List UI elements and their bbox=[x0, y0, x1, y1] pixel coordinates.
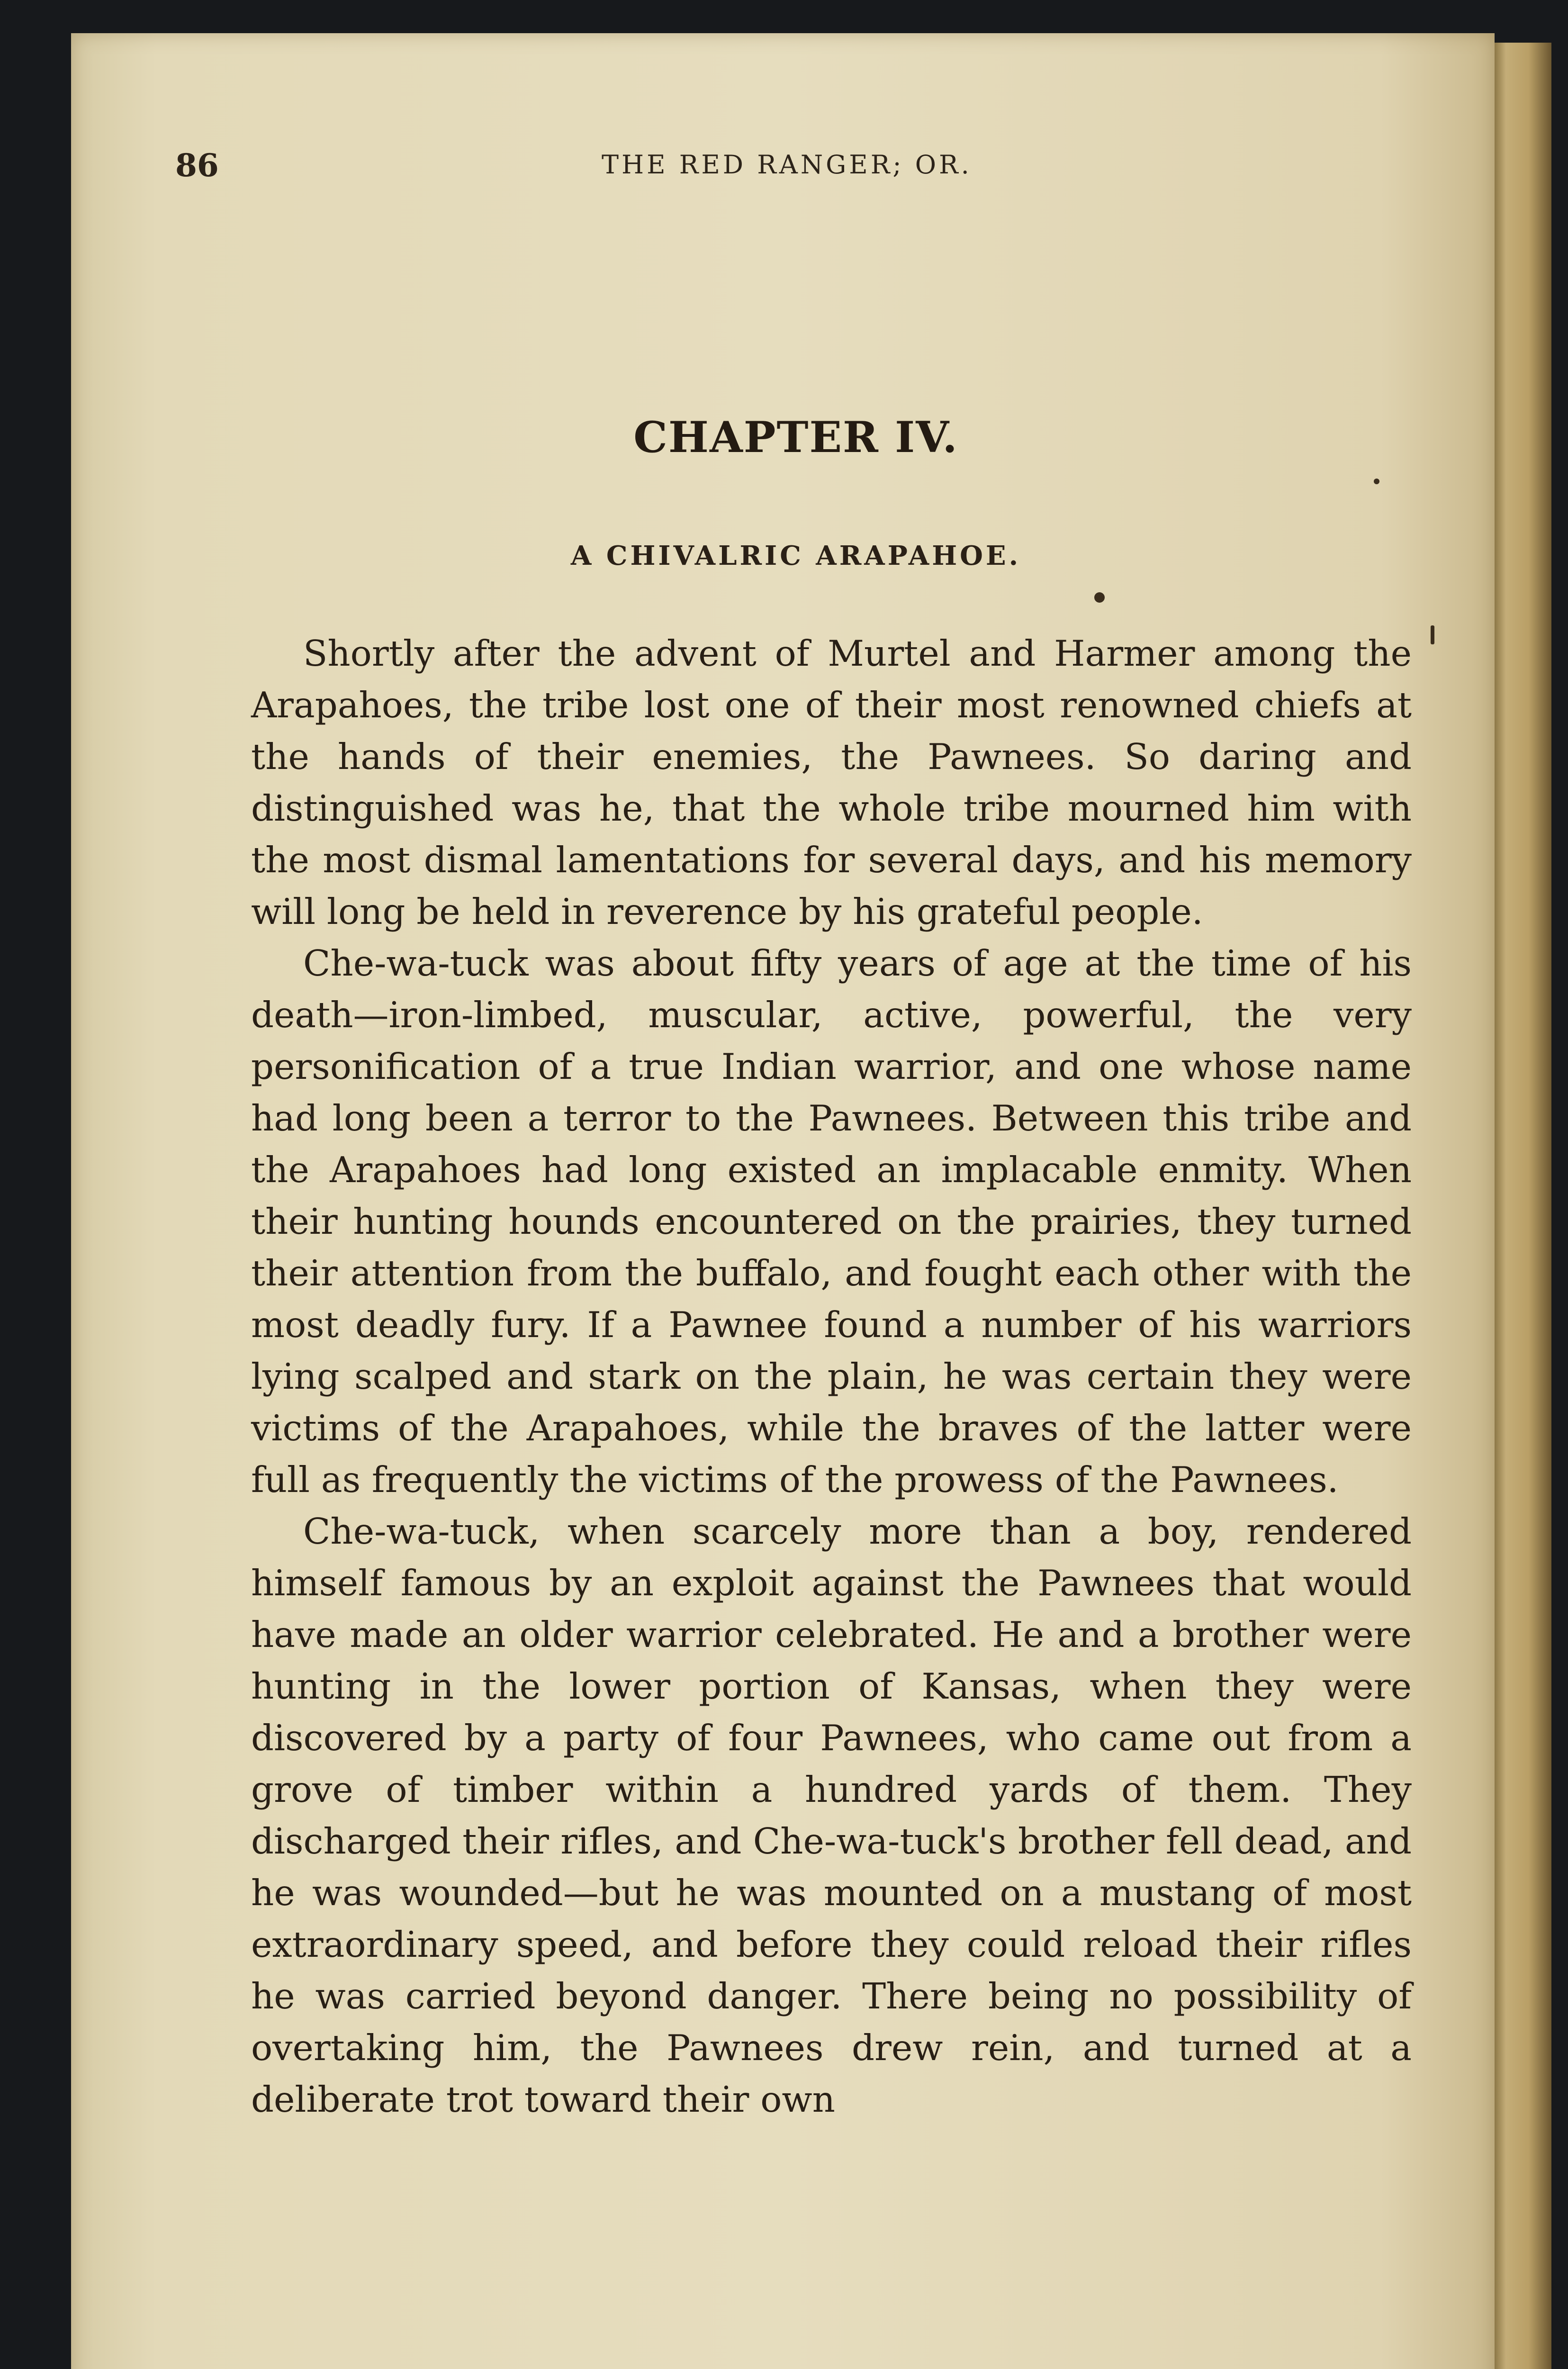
chapter-subtitle: A CHIVALRIC ARAPAHOE. bbox=[570, 540, 1021, 571]
running-head bbox=[175, 147, 1416, 190]
chapter-heading: CHAPTER IV. bbox=[633, 412, 958, 462]
paragraph: Che-wa-tuck was about fifty years of age at the time of his death—iron-limbed, muscular, active, powerful, the very personification of a true Indian warrior, and one whose name had long been a terror to the Pawnees. Between this tribe and the Arapahoes had long existed an implacable enmity. When their hunting hounds encountered on the prairies, they turned their attention from the buffalo, and fought each other with the most deadly fury. If a Pawnee found a number of his warriors lying scalped and stark on the plain, he was certain they were victims of the Arapahoes, while the braves of the latter were full as frequently the victims of the prowess of the Pawnees. bbox=[251, 942, 1412, 1501]
ink-speck bbox=[1431, 625, 1434, 644]
ink-speck bbox=[1094, 592, 1105, 603]
paragraph: Che-wa-tuck, when scarcely more than a boy, rendered himself famous by an exploit against the Pawnees that would have made an older warrior celebrated. He and a brother were hunting in the lower portion of Kansas, when they were discovered by a party of four Pawnees, who came out from a grove of timber within a hundred yards of them. They discharged their rifles, and Che-wa-tuck's brother fell dead, and he was wounded—but he was mounted on a mustang of most extraordinary speed, and before they could reload their rifles he was carried beyond danger. There being no possibility of overtaking him, the Pawnees drew rein, and turned at a deliberate trot toward their own bbox=[251, 1510, 1412, 2120]
adjacent-page-edge bbox=[1495, 43, 1551, 2369]
ink-speck bbox=[1374, 479, 1379, 484]
paragraph: Shortly after the advent of Murtel and Harmer among the Arapahoes, the tribe lost one of their most renowned chiefs at the hands of their enemies, the Pawnees. So daring and distinguished was he, that the whole tribe mourned him with the most dismal lamentations for several days, and his memory will long be held in reverence by his grateful people. bbox=[251, 633, 1412, 932]
page-number: 86 bbox=[175, 147, 219, 184]
running-title: THE RED RANGER; OR. bbox=[602, 150, 972, 180]
body-text bbox=[251, 628, 1412, 2125]
